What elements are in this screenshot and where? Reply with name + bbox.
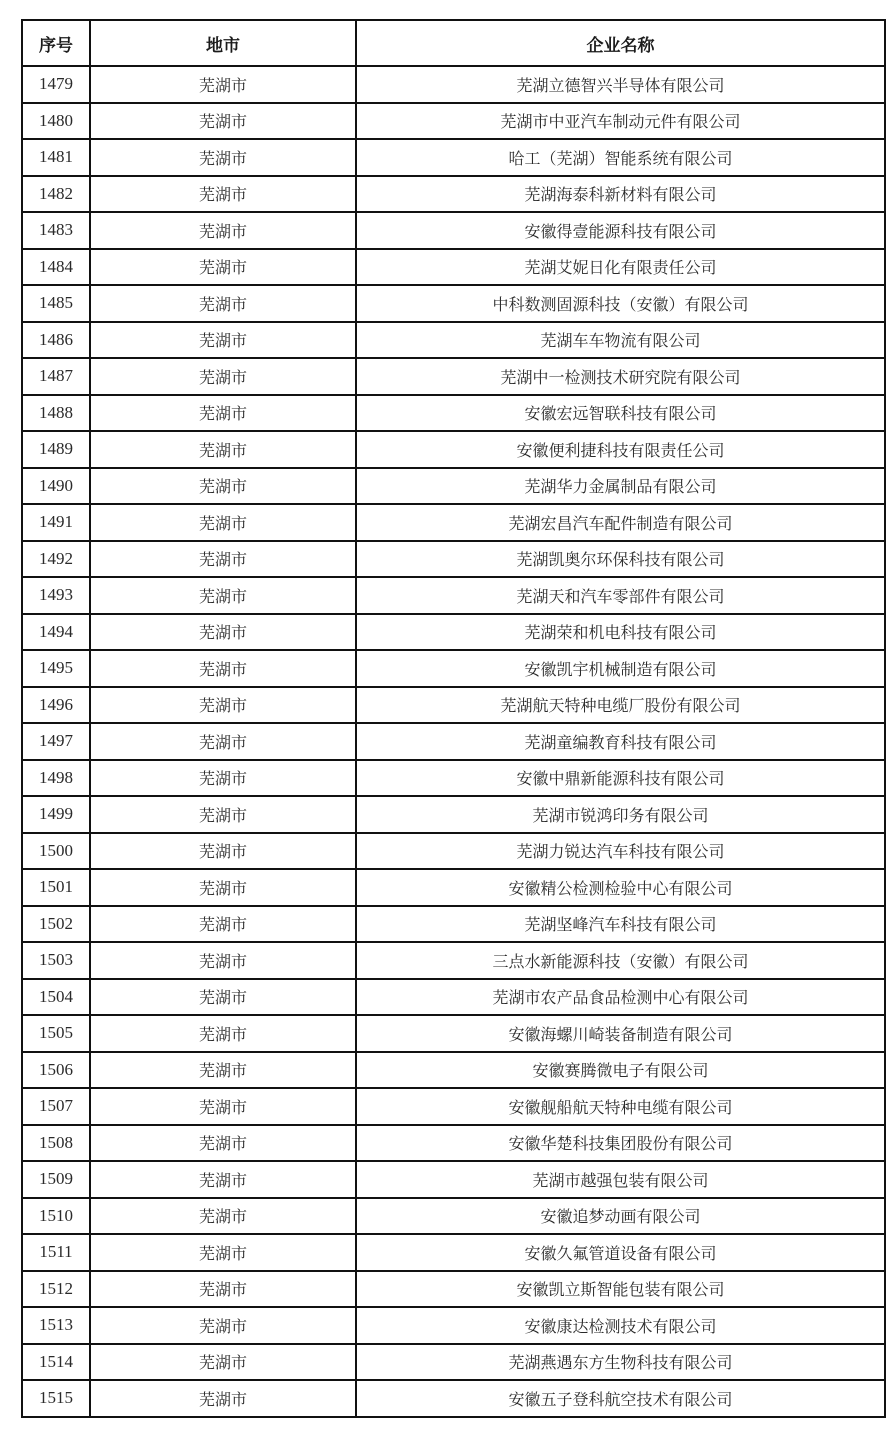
city-cell: 芜湖市 (90, 833, 356, 870)
city-cell: 芜湖市 (90, 723, 356, 760)
company-name-cell: 芜湖凯奥尔环保科技有限公司 (356, 541, 885, 578)
company-name-cell: 芜湖荣和机电科技有限公司 (356, 614, 885, 651)
table-row (22, 358, 885, 395)
company-name-cell: 安徽中鼎新能源科技有限公司 (356, 760, 885, 797)
serial-number-cell: 1512 (22, 1271, 90, 1308)
table-row (22, 176, 885, 213)
header-serial-number: 序号 (22, 20, 90, 66)
serial-number-cell: 1508 (22, 1125, 90, 1162)
serial-number-cell: 1494 (22, 614, 90, 651)
serial-number-cell: 1483 (22, 212, 90, 249)
table-row (22, 541, 885, 578)
table-row (22, 1052, 885, 1089)
serial-number-cell: 1510 (22, 1198, 90, 1235)
city-cell: 芜湖市 (90, 1088, 356, 1125)
serial-number-cell: 1514 (22, 1344, 90, 1381)
header-row (22, 20, 885, 66)
company-name-cell: 芜湖市中亚汽车制动元件有限公司 (356, 103, 885, 140)
company-name-cell: 芜湖宏昌汽车配件制造有限公司 (356, 504, 885, 541)
company-name-cell: 哈工（芜湖）智能系统有限公司 (356, 139, 885, 176)
city-cell: 芜湖市 (90, 869, 356, 906)
company-name-cell: 芜湖航天特种电缆厂股份有限公司 (356, 687, 885, 724)
table-row (22, 212, 885, 249)
company-name-cell: 安徽精公检测检验中心有限公司 (356, 869, 885, 906)
city-cell: 芜湖市 (90, 176, 356, 213)
table-row (22, 577, 885, 614)
table-row (22, 1380, 885, 1417)
table-row (22, 322, 885, 359)
city-cell: 芜湖市 (90, 650, 356, 687)
city-cell: 芜湖市 (90, 322, 356, 359)
city-cell: 芜湖市 (90, 139, 356, 176)
city-cell: 芜湖市 (90, 541, 356, 578)
table-row (22, 869, 885, 906)
table-row (22, 833, 885, 870)
table-row (22, 66, 885, 103)
city-cell: 芜湖市 (90, 395, 356, 432)
city-cell: 芜湖市 (90, 431, 356, 468)
company-name-cell: 芜湖中一检测技术研究院有限公司 (356, 358, 885, 395)
serial-number-cell: 1501 (22, 869, 90, 906)
serial-number-cell: 1479 (22, 66, 90, 103)
company-name-cell: 安徽海螺川崎装备制造有限公司 (356, 1015, 885, 1052)
company-name-cell: 芜湖市越强包装有限公司 (356, 1161, 885, 1198)
table-row (22, 1198, 885, 1235)
city-cell: 芜湖市 (90, 1344, 356, 1381)
table-row (22, 1271, 885, 1308)
serial-number-cell: 1506 (22, 1052, 90, 1089)
serial-number-cell: 1490 (22, 468, 90, 505)
table-row (22, 760, 885, 797)
city-cell: 芜湖市 (90, 468, 356, 505)
table-row (22, 504, 885, 541)
company-name-cell: 芜湖力锐达汽车科技有限公司 (356, 833, 885, 870)
enterprise-table (21, 19, 886, 1418)
serial-number-cell: 1496 (22, 687, 90, 724)
serial-number-cell: 1487 (22, 358, 90, 395)
company-name-cell: 安徽追梦动画有限公司 (356, 1198, 885, 1235)
table-row (22, 687, 885, 724)
serial-number-cell: 1480 (22, 103, 90, 140)
serial-number-cell: 1507 (22, 1088, 90, 1125)
table-row (22, 614, 885, 651)
serial-number-cell: 1486 (22, 322, 90, 359)
company-name-cell: 芜湖华力金属制品有限公司 (356, 468, 885, 505)
company-name-cell: 安徽凯立斯智能包装有限公司 (356, 1271, 885, 1308)
city-cell: 芜湖市 (90, 1052, 356, 1089)
city-cell: 芜湖市 (90, 1307, 356, 1344)
table-row (22, 139, 885, 176)
serial-number-cell: 1495 (22, 650, 90, 687)
city-cell: 芜湖市 (90, 103, 356, 140)
header-city: 地市 (90, 20, 356, 66)
city-cell: 芜湖市 (90, 1198, 356, 1235)
serial-number-cell: 1485 (22, 285, 90, 322)
city-cell: 芜湖市 (90, 796, 356, 833)
table-row (22, 723, 885, 760)
serial-number-cell: 1513 (22, 1307, 90, 1344)
city-cell: 芜湖市 (90, 358, 356, 395)
serial-number-cell: 1484 (22, 249, 90, 286)
city-cell: 芜湖市 (90, 577, 356, 614)
table-row (22, 395, 885, 432)
company-name-cell: 安徽康达检测技术有限公司 (356, 1307, 885, 1344)
table-row (22, 1125, 885, 1162)
serial-number-cell: 1481 (22, 139, 90, 176)
city-cell: 芜湖市 (90, 687, 356, 724)
table-row (22, 1161, 885, 1198)
table-row (22, 431, 885, 468)
serial-number-cell: 1491 (22, 504, 90, 541)
city-cell: 芜湖市 (90, 1234, 356, 1271)
company-name-cell: 安徽凯宇机械制造有限公司 (356, 650, 885, 687)
company-name-cell: 芜湖市农产品食品检测中心有限公司 (356, 979, 885, 1016)
company-name-cell: 芜湖艾妮日化有限责任公司 (356, 249, 885, 286)
city-cell: 芜湖市 (90, 1380, 356, 1417)
serial-number-cell: 1488 (22, 395, 90, 432)
serial-number-cell: 1502 (22, 906, 90, 943)
city-cell: 芜湖市 (90, 1271, 356, 1308)
city-cell: 芜湖市 (90, 1161, 356, 1198)
serial-number-cell: 1500 (22, 833, 90, 870)
table-row (22, 1234, 885, 1271)
city-cell: 芜湖市 (90, 942, 356, 979)
company-name-cell: 芜湖海泰科新材料有限公司 (356, 176, 885, 213)
company-name-cell: 安徽宏远智联科技有限公司 (356, 395, 885, 432)
serial-number-cell: 1497 (22, 723, 90, 760)
serial-number-cell: 1504 (22, 979, 90, 1016)
serial-number-cell: 1515 (22, 1380, 90, 1417)
city-cell: 芜湖市 (90, 66, 356, 103)
company-name-cell: 安徽华楚科技集团股份有限公司 (356, 1125, 885, 1162)
table-row (22, 906, 885, 943)
city-cell: 芜湖市 (90, 1125, 356, 1162)
table-row (22, 1015, 885, 1052)
serial-number-cell: 1482 (22, 176, 90, 213)
city-cell: 芜湖市 (90, 760, 356, 797)
serial-number-cell: 1493 (22, 577, 90, 614)
table-row (22, 468, 885, 505)
city-cell: 芜湖市 (90, 979, 356, 1016)
company-name-cell: 芜湖童编教育科技有限公司 (356, 723, 885, 760)
serial-number-cell: 1498 (22, 760, 90, 797)
serial-number-cell: 1489 (22, 431, 90, 468)
city-cell: 芜湖市 (90, 285, 356, 322)
serial-number-cell: 1509 (22, 1161, 90, 1198)
table-row (22, 650, 885, 687)
city-cell: 芜湖市 (90, 212, 356, 249)
table-row (22, 979, 885, 1016)
table-row (22, 1344, 885, 1381)
city-cell: 芜湖市 (90, 906, 356, 943)
company-name-cell: 安徽赛腾微电子有限公司 (356, 1052, 885, 1089)
city-cell: 芜湖市 (90, 614, 356, 651)
city-cell: 芜湖市 (90, 1015, 356, 1052)
company-name-cell: 三点水新能源科技（安徽）有限公司 (356, 942, 885, 979)
city-cell: 芜湖市 (90, 249, 356, 286)
table-row (22, 103, 885, 140)
company-name-cell: 芜湖立德智兴半导体有限公司 (356, 66, 885, 103)
table-row (22, 1088, 885, 1125)
company-name-cell: 芜湖市锐鸿印务有限公司 (356, 796, 885, 833)
header-company-name: 企业名称 (356, 20, 885, 66)
company-name-cell: 芜湖燕遇东方生物科技有限公司 (356, 1344, 885, 1381)
table-row (22, 1307, 885, 1344)
company-name-cell: 安徽久氟管道设备有限公司 (356, 1234, 885, 1271)
table-row (22, 796, 885, 833)
company-name-cell: 安徽舰船航天特种电缆有限公司 (356, 1088, 885, 1125)
table-row (22, 285, 885, 322)
company-name-cell: 芜湖坚峰汽车科技有限公司 (356, 906, 885, 943)
serial-number-cell: 1505 (22, 1015, 90, 1052)
company-name-cell: 芜湖车车物流有限公司 (356, 322, 885, 359)
serial-number-cell: 1499 (22, 796, 90, 833)
serial-number-cell: 1492 (22, 541, 90, 578)
company-name-cell: 中科数测固源科技（安徽）有限公司 (356, 285, 885, 322)
city-cell: 芜湖市 (90, 504, 356, 541)
company-name-cell: 安徽得壹能源科技有限公司 (356, 212, 885, 249)
table-row (22, 942, 885, 979)
table-row (22, 249, 885, 286)
company-name-cell: 芜湖天和汽车零部件有限公司 (356, 577, 885, 614)
company-name-cell: 安徽便利捷科技有限责任公司 (356, 431, 885, 468)
serial-number-cell: 1511 (22, 1234, 90, 1271)
serial-number-cell: 1503 (22, 942, 90, 979)
company-name-cell: 安徽五子登科航空技术有限公司 (356, 1380, 885, 1417)
